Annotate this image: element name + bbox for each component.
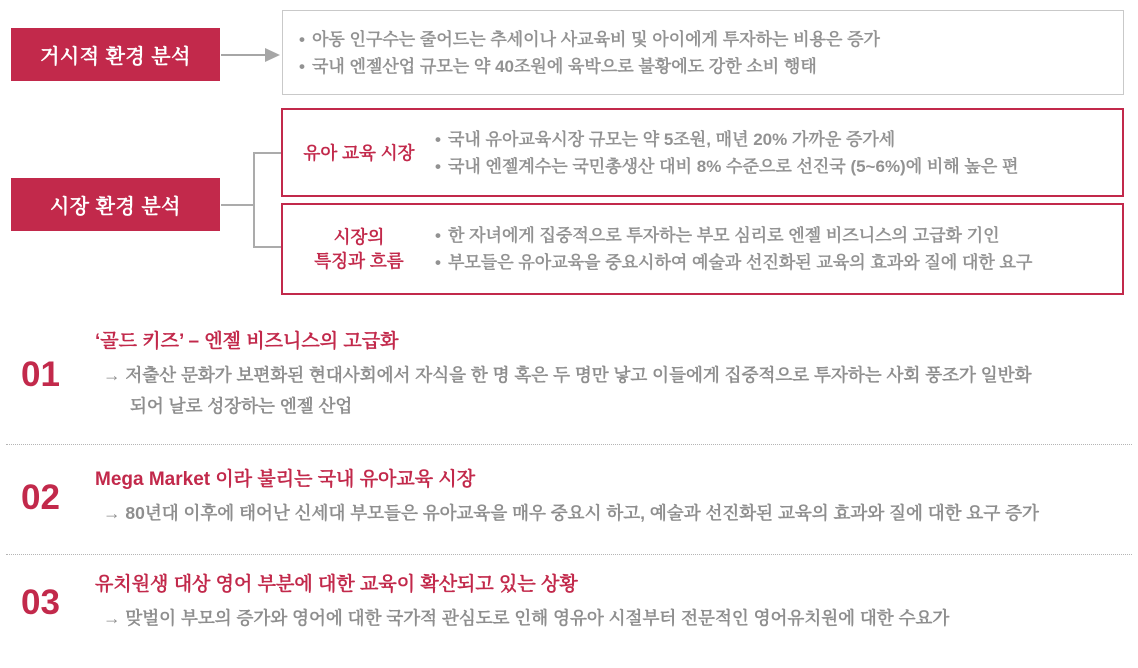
key-point-01-body-line1: → 저출산 문화가 보편화된 현대사회에서 자식을 한 명 혹은 두 명만 낳고 이들에게 집중적으로 투자하는 사회 풍조가 일반화 [103,364,1032,385]
key-point-01-content [95,329,1138,422]
sub2-bullet-2 [435,249,1122,276]
connector-line [253,152,282,154]
market-analysis-box [11,178,220,231]
market-characteristics-box [281,203,1124,295]
key-point-01-body-line2: 되어 날로 성장하는 엔젤 산업 [130,395,353,416]
bullet-icon: • [435,156,441,176]
macro-bullet-1-text: 아동 인구수는 줄어드는 추세이나 사교육비 및 아이에게 투자하는 비용은 증가 [311,29,880,49]
arrow-shaft [221,54,266,56]
early-education-market-bullets [435,126,1122,180]
key-point-03-content [95,572,1138,634]
sub1-bullet-1-text: 국내 유아교육시장 규모는 약 5조원, 매년 20% 가까운 증가세 [447,129,896,149]
market-characteristics-label [283,225,435,273]
key-point-03-title: 유치원생 대상 영어 부분에 대한 교육이 확산되고 있는 상황 [95,574,578,595]
sub2-bullet-1 [435,222,1122,249]
key-point-02-body-line1: → 80년대 이후에 태어난 신세대 부모들은 유아교육을 매우 중요시 하고, 예술과 선진화된 교육의 효과와 질에 대한 요구 증가 [103,503,1039,523]
dotted-divider [6,554,1132,555]
market-characteristics-label-line1: 시장의 [333,227,385,247]
sub1-bullet-2 [435,153,1122,180]
sub1-bullet-2-text: 국내 엔젤계수는 국민총생산 대비 8% 수준으로 선진국 (5~6%)에 비해 높은 편 [447,156,1019,176]
macro-analysis-box [11,28,220,81]
key-point-01-number: 01 [21,355,60,394]
macro-bullet-1 [299,26,1115,53]
market-analysis-label: 시장 환경 분석 [49,196,182,218]
macro-detail-box [282,10,1124,95]
early-education-market-label: 유아 교육 시장 [303,142,415,163]
key-point-02-title: Mega Market 이라 불리는 국내 유아교육 시장 [95,469,476,490]
connector-line [221,204,254,206]
key-point-03-body-line1: → 맞벌이 부모의 증가와 영어에 대한 국가적 관심도로 인해 영유아 시절부터 전문적인 영어유치원에 대한 수요가 [103,608,950,628]
macro-bullet-2 [299,53,1115,80]
bullet-icon: • [299,29,305,49]
arrow-right-icon [265,48,280,62]
key-point-02-content [95,467,1138,529]
bullet-icon: • [435,129,441,149]
key-point-02 [0,468,1138,528]
market-characteristics-label-line2: 특징과 흐름 [314,251,404,271]
macro-analysis-label: 거시적 환경 분석 [40,46,191,68]
key-point-01 [0,332,1138,418]
bullet-icon: • [435,226,441,245]
macro-bullet-2-text: 국내 엔젤산업 규모는 약 40조원에 육박으로 불황에도 강한 소비 행태 [311,56,817,76]
bullet-icon: • [435,253,441,272]
sub2-bullet-2-text: 부모들은 유아교육을 중요시하여 예술과 선진화된 교육의 효과와 질에 대한 요구 [447,253,1033,272]
key-point-02-number: 02 [21,478,60,517]
key-point-01-title: ‘골드 키즈’ – 엔젤 비즈니스의 고급화 [95,330,399,352]
bullet-icon: • [299,56,305,76]
sub1-bullet-1 [435,126,1122,153]
connector-line [253,152,255,248]
early-education-market-box [281,108,1124,197]
dotted-divider [6,444,1132,445]
key-point-03-number: 03 [21,583,60,622]
key-point-03 [0,573,1138,633]
connector-line [253,246,282,248]
market-characteristics-bullets [435,222,1122,276]
sub2-bullet-1-text: 한 자녀에게 집중적으로 투자하는 부모 심리로 엔젤 비즈니스의 고급화 기인 [447,226,1000,245]
